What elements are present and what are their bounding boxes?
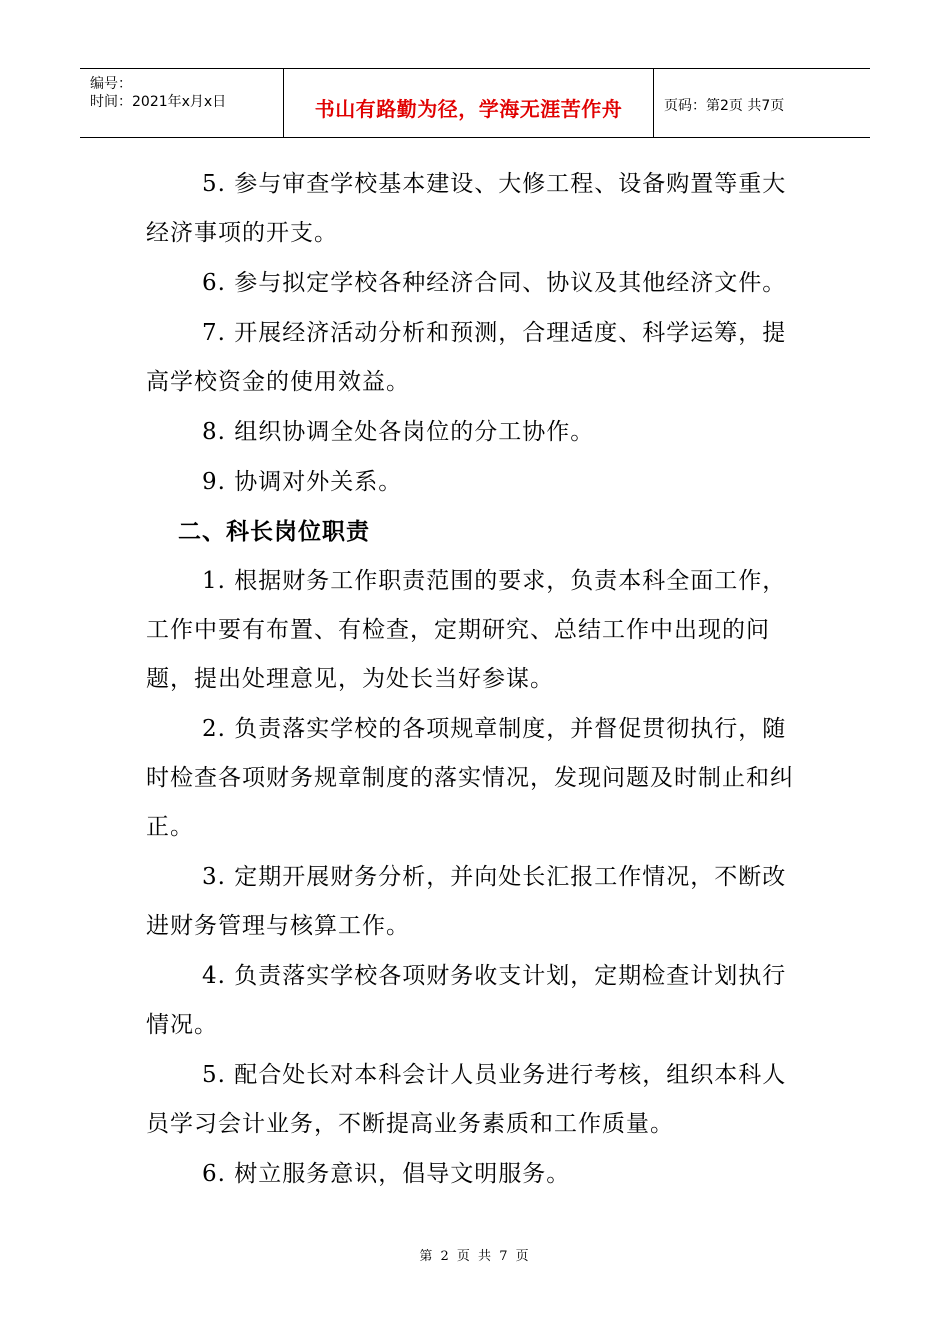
document-number-label: 编号： — [90, 76, 132, 92]
header-meta-cell — [80, 69, 284, 137]
header-motto: 书山有路勤为径，学海无涯苦作舟 — [314, 97, 623, 121]
header-page-cell — [654, 69, 870, 137]
page-footer: 第 2 页 共 7 页 — [419, 1249, 531, 1264]
body-paragraph: 7. 开展经济活动分析和预测，合理适度、科学运筹，提高学校资金的使用效益。 — [146, 320, 787, 395]
body-paragraph: 1. 根据财务工作职责范围的要求，负责本科全面工作，工作中要有布置、有检查，定期研究、总结工作中出现的问题，提出处理意见，为处长当好参谋。 — [146, 568, 787, 692]
document-header — [80, 68, 870, 138]
document-body — [146, 160, 806, 1200]
body-paragraph: 3. 定期开展财务分析，并向处长汇报工作情况，不断改进财务管理与核算工作。 — [146, 864, 787, 939]
body-paragraph: 8. 组织协调全处各岗位的分工协作。 — [202, 419, 595, 445]
body-paragraph: 6. 参与拟定学校各种经济合同、协议及其他经济文件。 — [202, 270, 787, 296]
body-paragraph: 2. 负责落实学校的各项规章制度，并督促贯彻执行，随时检查各项财务规章制度的落实情况，发现问题及时制止和纠正。 — [146, 716, 794, 840]
document-time-label: 时间：2021年x月x日 — [90, 94, 227, 110]
section-heading: 二、科长岗位职责 — [178, 519, 370, 545]
header-motto-cell — [284, 69, 654, 137]
header-page-info: 页码：第2页 共7页 — [664, 98, 785, 114]
body-paragraph: 6. 树立服务意识，倡导文明服务。 — [202, 1161, 571, 1187]
body-paragraph: 9. 协调对外关系。 — [202, 469, 403, 495]
body-paragraph: 5. 参与审查学校基本建设、大修工程、设备购置等重大经济事项的开支。 — [146, 171, 787, 246]
body-paragraph: 5. 配合处长对本科会计人员业务进行考核，组织本科人员学习会计业务，不断提高业务素质和工作质量。 — [146, 1062, 787, 1137]
body-paragraph: 4. 负责落实学校各项财务收支计划，定期检查计划执行情况。 — [146, 963, 787, 1038]
